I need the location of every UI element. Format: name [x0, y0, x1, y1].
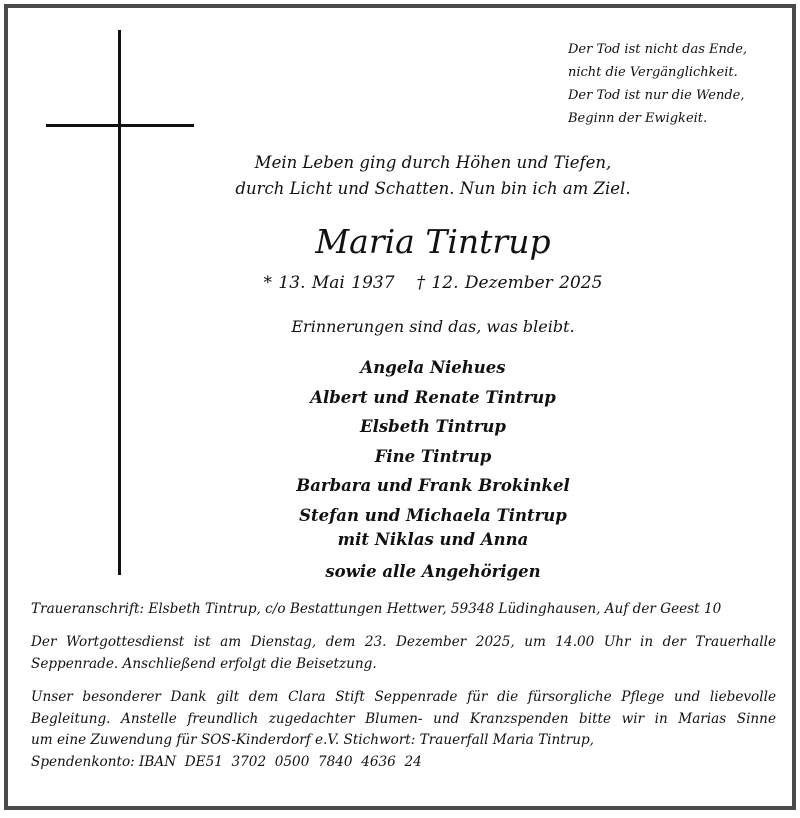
thanks-line: Unser besonderer Dank gilt dem Clara Stift Seppenrade für die fürsorgliche Pflege und liebevolle — [31, 689, 776, 705]
donation-account: Spendenkonto: IBAN DE51 3702 0500 7840 4636 24 — [31, 753, 422, 770]
thanks-line: um eine Zuwendung für SOS-Kinderdorf e.V. Stichwort: Trauerfall Maria Tintrup, — [31, 732, 594, 748]
obituary-notice — [4, 4, 796, 810]
family-list — [198, 353, 668, 587]
poem-line: Der Tod ist nicht das Ende, — [568, 42, 748, 57]
family-relatives: sowie alle Angehörigen — [325, 562, 541, 581]
verse — [198, 150, 668, 202]
family-member: Elsbeth Tintrup — [360, 417, 506, 436]
family-member: Angela Niehues — [360, 358, 506, 377]
poem — [568, 38, 788, 130]
verse-line: durch Licht und Schatten. Nun bin ich am Ziel. — [235, 179, 631, 198]
poem-line: Beginn der Ewigkeit. — [568, 111, 708, 126]
verse-line: Mein Leben ging durch Höhen und Tiefen, — [254, 153, 612, 172]
mourning-address: Traueranschrift: Elsbeth Tintrup, c/o Bestattungen Hettwer, 59348 Lüdinghausen, Auf der Geest 10 — [31, 601, 722, 617]
cross-vertical-bar — [118, 30, 121, 575]
death-date: † 12. Dezember 2025 — [416, 273, 603, 293]
family-member-children: mit Niklas und Anna — [337, 530, 529, 549]
service-info — [31, 632, 776, 675]
family-member: Barbara und Frank Brokinkel — [296, 476, 570, 495]
service-line: Der Wortgottesdienst ist am Dienstag, dem 23. Dezember 2025, um 14.00 Uhr in der Trauerhalle — [31, 634, 776, 650]
family-member: Albert und Renate Tintrup — [310, 387, 556, 407]
life-dates — [198, 270, 668, 296]
poem-line: Der Tod ist nur die Wende, — [568, 88, 745, 103]
family-member: Stefan und Michaela Tintrup — [299, 505, 567, 525]
service-line: Seppenrade. Anschließend erfolgt die Beisetzung. — [31, 655, 377, 672]
thanks-line: Begleitung. Anstelle freundlich zugedachter Blumen- und Kranzspenden bitte wir in Marias Sinne — [31, 710, 776, 727]
thanks-text — [31, 687, 776, 773]
poem-line: nicht die Vergänglichkeit. — [568, 65, 738, 80]
memory-line: Erinnerungen sind das, was bleibt. — [291, 317, 575, 336]
cross-horizontal-bar — [46, 124, 194, 127]
birth-date: * 13. Mai 1937 — [263, 273, 395, 293]
family-member: Fine Tintrup — [374, 446, 492, 466]
deceased-name: Maria Tintrup — [315, 222, 551, 261]
